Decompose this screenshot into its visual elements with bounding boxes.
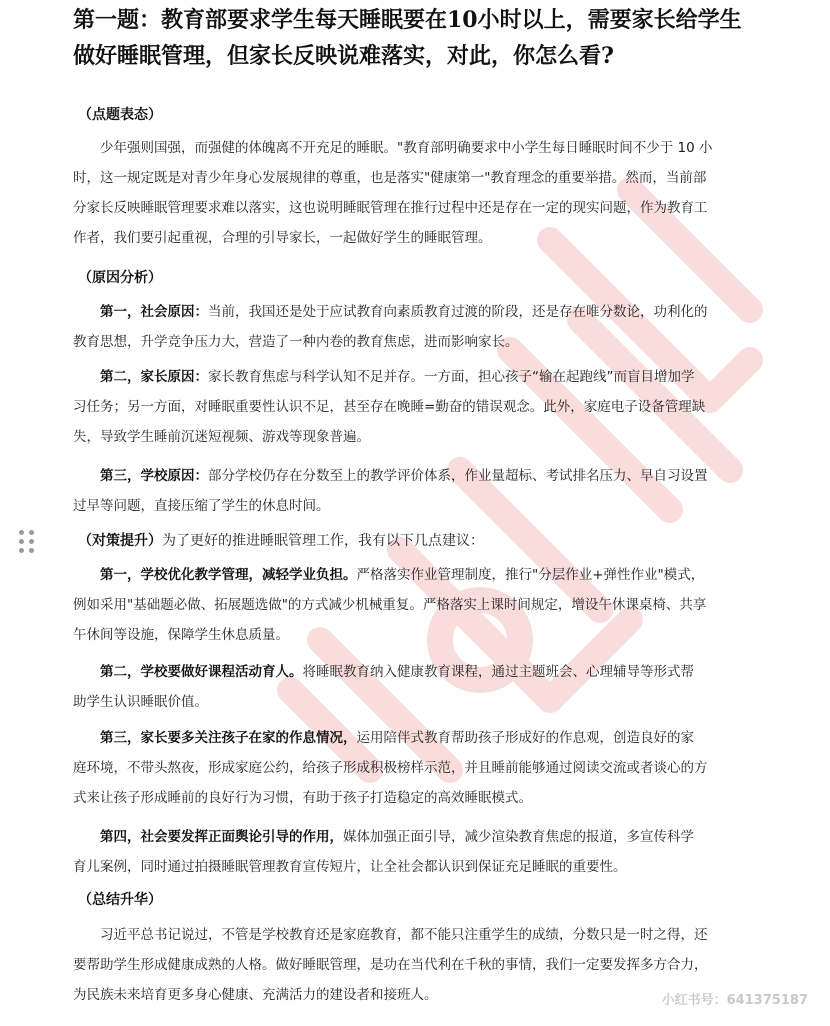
question-title (73, 2, 773, 74)
paragraph-text: 家长教育焦虑与科学认知不足并存。一方面，担心孩子“输在起跑线”而盲目增加学 (208, 369, 695, 385)
text-line: 为民族未来培育更多身心健康、充满活力的建设者和接班人。 (73, 987, 438, 1003)
paragraph-text: 部分学校仍存在分数至上的教学评价体系，作业量超标、考试排名压力、早自习设置 (208, 468, 708, 484)
section-heading-text: （对策提升） (78, 533, 162, 549)
section-heading-topic: （点题表态） (78, 107, 162, 123)
paragraph-social-cause (73, 297, 763, 357)
text-line: 教育思想，升学竞争压力大，营造了一种内卷的教育焦虑，进而影响家长。 (73, 334, 519, 350)
text-line (73, 297, 763, 327)
question-title-line: 做好睡眠管理，但家长反映说难落实，对此，你怎么看? (73, 43, 614, 69)
paragraph-lead: 第三，家长要多关注孩子在家的作息情况， (100, 730, 357, 746)
paragraph-text: 当前，我国还是处于应试教育向素质教育过渡的阶段，还是存在唯分数论，功利化的 (208, 304, 708, 320)
paragraph-lead: 第四，社会要发挥正面舆论引导的作用， (100, 829, 343, 845)
paragraph-measure-1 (73, 560, 763, 650)
text-line (73, 362, 763, 392)
section-heading-causes: （原因分析） (78, 270, 162, 286)
question-title-line: 第一题：教育部要求学生每天睡眠要在10小时以上，需要家长给学生 (73, 7, 742, 33)
text-line: 习任务；另一方面，对睡眠重要性认识不足，甚至存在晚睡=勤奋的错误观念。此外，家庭电子设备管理缺 (73, 399, 706, 415)
paragraph-summary (73, 920, 763, 1010)
paragraph-lead: 第一，社会原因： (100, 304, 208, 320)
paragraph-measure-4 (73, 822, 763, 882)
text-line (73, 723, 763, 753)
text-line: 分家长反映睡眠管理要求难以落实，这也说明睡眠管理在推行过程中还是存在一定的现实问题，作为教育工 (73, 200, 708, 216)
paragraph-lead: 第三，学校原因： (100, 468, 208, 484)
paragraph-lead: 第二，学校要做好课程活动育人。 (100, 664, 303, 680)
text-line: 过早等问题，直接压缩了学生的休息时间。 (73, 498, 330, 514)
text-line: 午休间等设施，保障学生休息质量。 (73, 627, 289, 643)
text-line: 庭环境，不带头熬夜，形成家庭公约，给孩子形成积极榜样示范，并且睡前能够通过阅读交流或者谈心的方 (73, 760, 708, 776)
paragraph-measure-3 (73, 723, 763, 813)
paragraph-school-cause (73, 461, 763, 521)
paragraph-topic (73, 133, 763, 253)
text-line: 助学生认识睡眠价值。 (73, 694, 208, 710)
text-line: 育儿案例，同时通过拍摄睡眠管理教育宣传短片，让全社会都认识到保证充足睡眠的重要性。 (73, 859, 627, 875)
text-line (73, 822, 763, 852)
text-line: 时，这一规定既是对青少年身心发展规律的尊重，也是落实"健康第一"教育理念的重要举措。然而，当前部 (73, 170, 707, 186)
text-line (73, 461, 763, 491)
paragraph-text: 运用陪伴式教育帮助孩子形成好的作息观，创造良好的家 (356, 730, 694, 746)
text-line: 式来让孩子形成睡前的良好行为习惯，有助于孩子打造稳定的高效睡眠模式。 (73, 790, 532, 806)
section-heading-measures (78, 529, 484, 553)
paragraph-parent-cause (73, 362, 763, 452)
paragraph-lead: 第二，家长原因： (100, 369, 208, 385)
text-line: 失，导致学生睡前沉迷短视频、游戏等现象普遍。 (73, 429, 370, 445)
drag-handle-icon[interactable] (17, 528, 35, 556)
paragraph-text: 严格落实作业管理制度，推行"分层作业+弹性作业"模式， (356, 567, 705, 583)
text-line: 少年强则国强，而强健的体魄离不开充足的睡眠。"教育部明确要求中小学生每日睡眠时间不少于 10 小 (100, 140, 713, 156)
section-intro-text: 为了更好的推进睡眠管理工作，我有以下几点建议： (162, 533, 484, 549)
section-heading-summary: （总结升华） (78, 892, 162, 908)
text-line (73, 560, 763, 590)
paragraph-lead: 第一，学校优化教学管理，减轻学业负担。 (100, 567, 357, 583)
paragraph-text: 将睡眠教育纳入健康教育课程，通过主题班会、心理辅导等形式帮 (302, 664, 694, 680)
paragraph-text: 媒体加强正面引导，减少渲染教育焦虑的报道，多宣传科学 (343, 829, 694, 845)
text-line: 作者，我们要引起重视，合理的引导家长，一起做好学生的睡眠管理。 (73, 230, 492, 246)
text-line: 要帮助学生形成健康成熟的人格。做好睡眠管理，是功在当代利在千秋的事情，我们一定要发挥多方合力， (73, 957, 708, 973)
paragraph-measure-2 (73, 657, 763, 717)
platform-id-watermark: 小红书号：641375187 (661, 993, 808, 1008)
text-line: 例如采用"基础题必做、拓展题选做"的方式减少机械重复。严格落实上课时间规定，增设午休课桌椅、共享 (73, 597, 707, 613)
text-line (73, 657, 763, 687)
text-line: 习近平总书记说过，不管是学校教育还是家庭教育，都不能只注重学生的成绩，分数只是一时之得，还 (100, 927, 708, 943)
